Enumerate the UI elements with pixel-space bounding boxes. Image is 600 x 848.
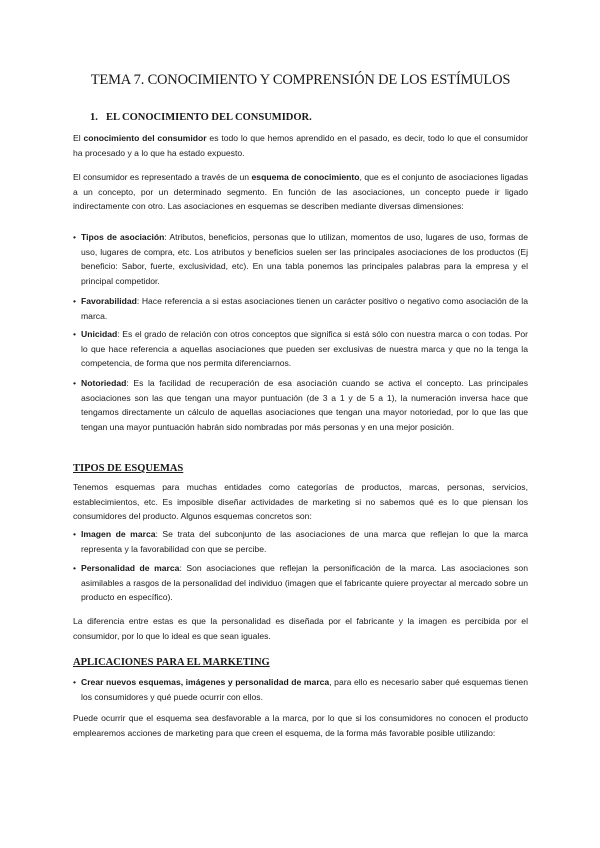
list-item-association-types: • Tipos de asociación: Atributos, beneficios, personas que lo utilizan, momentos de uso, lugares de uso, formas de uso, lugares de compra, etc. Los atributos y beneficios suelen ser las principales asociaciones de los productos (Ej beneficio: Sabor, fuerte, exclusividad, etc). En una tabla ponemos las principales palabras para la empresa y el principal competidor. bbox=[73, 232, 528, 286]
section-title: EL CONOCIMIENTO DEL CONSUMIDOR. bbox=[106, 112, 312, 123]
paragraph-image-vs-personality: La diferencia entre estas es que la personalidad es diseñada por el fabricante y la imagen es percibida por el consumidor, por lo que lo ideal es que sean iguales. bbox=[73, 616, 528, 641]
bullet-icon: • bbox=[73, 529, 77, 539]
list-item-favorability: • Favorabilidad: Hace referencia a si estas asociaciones tienen un carácter positivo o negativo como asociación de la marca. bbox=[73, 296, 528, 321]
paragraph-knowledge-schema: El consumidor es representado a través de un esquema de conocimiento, que es el conjunto de asociaciones ligadas a un concepto, por un determinado segmento. En función de las asociaciones, un concepto puede ir ligado indirectamente con otro. Las asociaciones en esquemas se describen mediante diversas dimensiones: bbox=[73, 172, 528, 211]
list-item-create-schemas: • Crear nuevos esquemas, imágenes y personalidad de marca, para ello es necesario saber qué esquemas tienen los consumidores y qué puede ocurrir con ellos. bbox=[73, 677, 528, 702]
bullet-icon: • bbox=[73, 296, 77, 306]
section-number: 1. bbox=[90, 112, 98, 123]
bold-term: conocimiento del consumidor bbox=[83, 133, 207, 143]
bullet-icon: • bbox=[73, 232, 77, 242]
section-heading-marketing-applications: APLICACIONES PARA EL MARKETING bbox=[73, 657, 270, 668]
bullet-icon: • bbox=[73, 563, 77, 573]
list-item-brand-personality: • Personalidad de marca: Son asociaciones que reflejan la personificación de la marca. Las asociaciones son asimilables a rasgos de la personalidad del individuo (imagen que el fabricante quiere proyectar al mercado sobre un producto en específico). bbox=[73, 563, 528, 602]
bullet-icon: • bbox=[73, 677, 77, 687]
paragraph-consumer-knowledge: El conocimiento del consumidor es todo lo que hemos aprendido en el pasado, es decir, todo lo que el consumidor ha procesado y a lo que ha estado expuesto. bbox=[73, 133, 529, 158]
paragraph-schema-types-intro: Tenemos esquemas para muchas entidades como categorías de productos, marcas, personas, servicios, establecimientos, etc. Es imposible diseñar actividades de marketing si no sabemos qué es lo que piensan los consumidores del producto. Algunos esquemas concretos son: bbox=[73, 482, 528, 521]
section-heading-consumer-knowledge bbox=[90, 112, 312, 123]
bullet-icon: • bbox=[73, 378, 77, 388]
list-item-brand-image: • Imagen de marca: Se trata del subconjunto de las asociaciones de una marca que reflejan lo que la marca representa y la favorabilidad con que se percibe. bbox=[73, 529, 528, 554]
list-item-uniqueness: • Unicidad: Es el grado de relación con otros conceptos que significa si está sólo con nuestra marca o con todas. Por lo que hace referencia a aquellas asociaciones que pueden ser exclusivas de nuestra marca y que no la tenga la competencia, de forma que nos permita diferenciarnos. bbox=[73, 329, 528, 368]
list-item-notoriety: • Notoriedad: Es la facilidad de recuperación de esa asociación cuando se activa el concepto. Las principales asociaciones son las que tengan una mayor puntuación (de 3 a 1 y de 5 a 1), la numeración inversa hace que tengamos directamente un cálculo de aquellas asociaciones que tengan una mayor notoriedad, por lo que las que tengan una mayor puntuación habrán sido nombradas por más personas y en una mejor posición. bbox=[73, 378, 528, 432]
page-title: TEMA 7. CONOCIMIENTO Y COMPRENSIÓN DE LOS ESTÍMULOS bbox=[90, 72, 511, 88]
paragraph-unfavorable-schema: Puede ocurrir que el esquema sea desfavorable a la marca, por lo que si los consumidores no conocen el producto emplearemos acciones de marketing para que creen el esquema, de la forma más favorable posible utilizando: bbox=[73, 713, 528, 738]
bold-term: esquema de conocimiento bbox=[251, 172, 360, 182]
bullet-icon: • bbox=[73, 329, 77, 339]
section-heading-schema-types: TIPOS DE ESQUEMAS bbox=[73, 463, 184, 474]
